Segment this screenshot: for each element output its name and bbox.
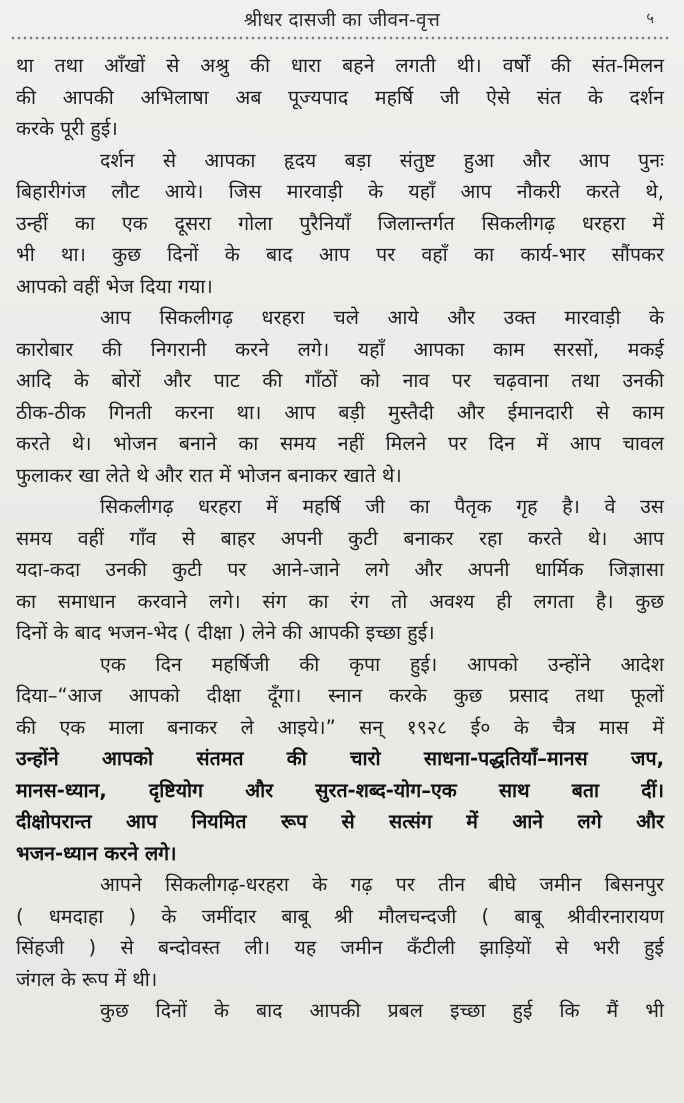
text-line: उन्हीं का एक दूसरा गोला पुरैनियाँ जिलान्तर्गत सिकलीगढ़ धरहरा में [16, 211, 664, 235]
page-header [0, 4, 684, 34]
text-line: जंगल के रूप में थी। [16, 967, 158, 991]
paragraph-first-line: कुछ दिनों के बाद आपकी प्रबल इच्छा हुई कि मैं भी [100, 999, 664, 1022]
paragraph-first-line: आपने सिकलीगढ़-धरहरा के गढ़ पर तीन बीघे जमीन बिसनपुर [100, 873, 664, 896]
running-title: श्रीधर दासजी का जीवन-वृत्त [243, 9, 441, 31]
text-line: आपको वहीं भेज दिया गया। [16, 274, 213, 298]
text-line: दिया–“आज आपको दीक्षा दूँगा। स्नान करके कुछ प्रसाद तथा फूलों [16, 684, 664, 707]
text-line: उन्होंने आपको संतमत की चारो साधना-पद्धतियाँ–मानस जप, [16, 747, 664, 770]
text-line: था तथा आँखों से अश्रु की धारा बहने लगती थी। वर्षों की संत-मिलन [16, 54, 664, 77]
text-line: भजन-ध्यान करने लगे। [16, 841, 177, 865]
text-line: ठीक-ठीक गिनती करना था। आप बड़ी मुस्तैदी और ईमानदारी से काम [16, 400, 664, 424]
text-line: दीक्षोपरान्त आप नियमित रूप से सत्संग में आने लगे और [16, 810, 664, 833]
text-line: भी था। कुछ दिनों के बाद आप पर वहाँ का कार्य-भार सौंपकर [16, 243, 664, 266]
text-line: की एक माला बनाकर ले आइये।” सन् १९२८ ई० के चैत्र मास में [16, 715, 664, 739]
page-number: ५ [646, 9, 654, 27]
paragraph-first-line: एक दिन महर्षिजी की कृपा हुई। आपको उन्होंने आदेश [100, 652, 664, 676]
text-line: यदा-कदा उनकी कुटी पर आने-जाने लगे और अपनी धार्मिक जिज्ञासा [16, 558, 664, 581]
text-line: करते थे। भोजन बनाने का समय नहीं मिलने पर दिन में आप चावल [16, 432, 664, 455]
paragraph-first-line: सिकलीगढ़ धरहरा में महर्षि जी का पैतृक गृह है। वे उस [100, 495, 664, 518]
text-line: सिंहजी ) से बन्दोवस्त ली। यह जमीन कँटीली झाड़ियों से भरी हुई [16, 936, 664, 959]
paragraph-first-line: आप सिकलीगढ़ धरहरा चले आये और उक्त मारवाड़ी के [100, 306, 664, 329]
text-line: का समाधान करवाने लगे। संग का रंग तो अवश्य ही लगता है। कुछ [16, 589, 664, 613]
text-line: आदि के बोरों और पाट की गाँठों को नाव पर चढ़वाना तथा उनकी [16, 369, 664, 392]
text-line: मानस-ध्यान, दृष्टियोग और सुरत-शब्द-योग–एक साथ बता दीं। [16, 778, 664, 802]
text-line: ( धमदाहा ) के जमींदार बाबू श्री मौलचन्दजी ( बाबू श्रीवीरनारायण [16, 904, 664, 928]
text-line: दिनों के बाद भजन-भेद ( दीक्षा ) लेने की आपकी इच्छा हुई। [16, 621, 435, 644]
paragraph-first-line: दर्शन से आपका हृदय बड़ा संतुष्ट हुआ और आप पुनः [100, 148, 664, 172]
text-line: की आपकी अभिलाषा अब पूज्यपाद महर्षि जी ऐसे संत के दर्शन [16, 85, 664, 109]
text-line: फुलाकर खा लेते थे और रात में भोजन बनाकर खाते थे। [16, 463, 402, 487]
body-text [16, 50, 664, 1027]
text-line: समय वहीं गाँव से बाहर अपनी कुटी बनाकर रहा करते थे। आप [16, 526, 664, 550]
text-line: कारोबार की निगरानी करने लगे। यहाँ आपका काम सरसों, मकई [16, 337, 664, 361]
dotted-divider [10, 36, 670, 44]
text-line: करके पूरी हुई। [16, 117, 118, 140]
text-line: बिहारीगंज लौट आये। जिस मारवाड़ी के यहाँ आप नौकरी करते थे, [16, 180, 664, 203]
